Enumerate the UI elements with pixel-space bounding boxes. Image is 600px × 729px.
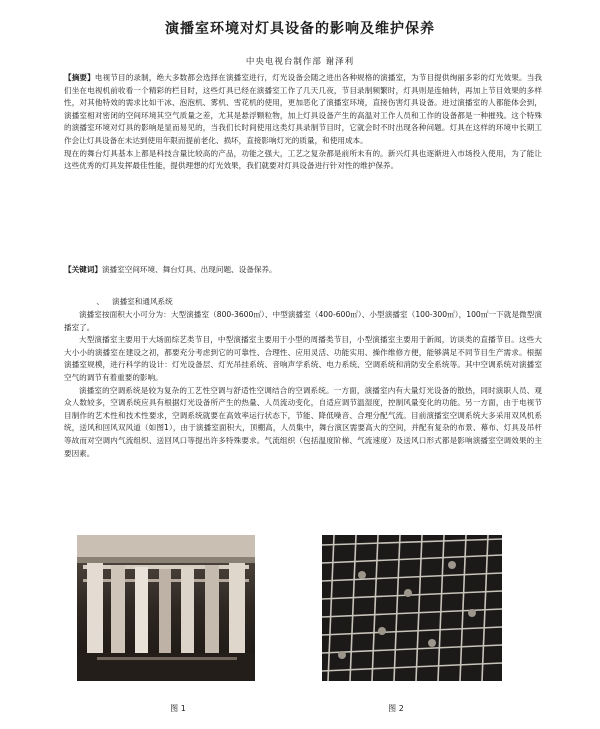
body-paragraph-1: 演播室按面积大小可分为：大型演播室（800-3600㎡）、中型演播室（400-600㎡）、小型演播室（100-300㎡），100㎡一下就是微型演播室了。	[64, 310, 542, 332]
keywords-label: 【关键词】	[64, 265, 102, 274]
section-title: 演播室和通风系统	[112, 297, 173, 306]
figure-2-caption: 图 2	[388, 704, 404, 713]
article-title: 演播室环境对灯具设备的影响及维护保养	[165, 21, 435, 37]
abstract-paragraph-1: 电视节目的录制，绝大多数都会选择在演播室进行，灯光设备会随之进出各种规格的演播室，为节目提供绚丽多彩的灯光效果。当我们坐在电视机前收看一个精彩的栏目时，这些灯具已经在演播室工作了几天几夜，节目录制频繁时，灯具则是连轴转，再加上节目效果的多样性，对其他特效的需求比如干冰、泡泡机、雾机、雪花机的使用，更加恶化了演播室环境，直接伤害灯具设备。进过演播室的人都能体会到，演播室相对密闭的空间环境其空气质量之差，尤其是悬浮颗粒物，加上灯具设备产生的高温对工作人员和工作的设备都是一种摧残。这个特殊的演播室环境对灯具的影响是显而易见的，当我们长时间使用这类灯具录制节目时，它就会时不时出现各种问题。灯具在这样的环境中长期工作会让灯具设备在未达到使用年限而提前老化、损坏，直接影响灯光的质量，和使用成本。	[64, 73, 543, 145]
figure-1-caption: 图 1	[170, 704, 186, 713]
body-paragraph-3: 演播室的空调系统是较为复杂的工艺性空调与舒适性空调结合的空调系统。一方面，演播室内有大量灯光设备的散热，同时演职人员、观众人数较多，空调系统应具有根据灯光设备所产生的热量、人员流动变化，自适应调节温湿度，控制风量变化的功能。另一方面，由于电视节目制作的艺术性和技术性要求，空调系统就要在高效率运行状态下，节能、降低噪音、合理分配气流。目前演播室空调系统大多采用双风机系统，送风和回风双风道（如图1），由于演播室面积大，顶棚高，人员集中，舞台演区需要高大的空间，并配有复杂的布景、幕布、灯具及吊杆等故而对空调内气流组织、送回风口等提出许多特殊要求。气流组织（包括温度阶梯、气流速度）及送风口形式都是影响演播室空调效果的主要因素。	[64, 385, 542, 458]
author-byline: 中央电视台制作部 谢泽利	[245, 57, 355, 67]
figure-2-photo	[322, 535, 502, 681]
abstract	[64, 72, 542, 173]
keywords-text: 演播室空间环境、舞台灯具、出现问题、设备保养。	[101, 265, 277, 274]
section-number: 、	[96, 297, 104, 306]
body-paragraph-2: 大型演播室主要用于大场面综艺类节目，中型演播室主要用于小型的周播类节目，小型演播室主要用于新闻，访谈类的直播节目。这些大大小小的演播室在建设之初，都要充分考虑到它的可靠性、合理性、应用灵活、功能实用、操作维修方便，能够满足不同节目生产需求。根据演播室规模，进行科学的设计：灯光设备层、灯光吊挂系统、音响声学系统、电力系统、空调系统和消防安全系统等。其中空调系统对演播室空气的调节有着重要的影响。	[64, 335, 542, 382]
abstract-paragraph-2: 现在的舞台灯具基本上都是科技含量比较高的产品，功能之强大，工艺之复杂都是前所未有的。新兴灯具也逐渐进入市场投入使用，为了能让这些优秀的灯具发挥最佳性能，提供理想的灯光效果，我们就要对灯具设备进行针对性的维护保养。	[64, 148, 542, 171]
keywords	[64, 264, 542, 277]
abstract-label: 【摘要】	[64, 73, 95, 82]
section-heading	[64, 296, 173, 307]
section-body	[64, 309, 542, 460]
figure-1-photo	[77, 535, 255, 681]
